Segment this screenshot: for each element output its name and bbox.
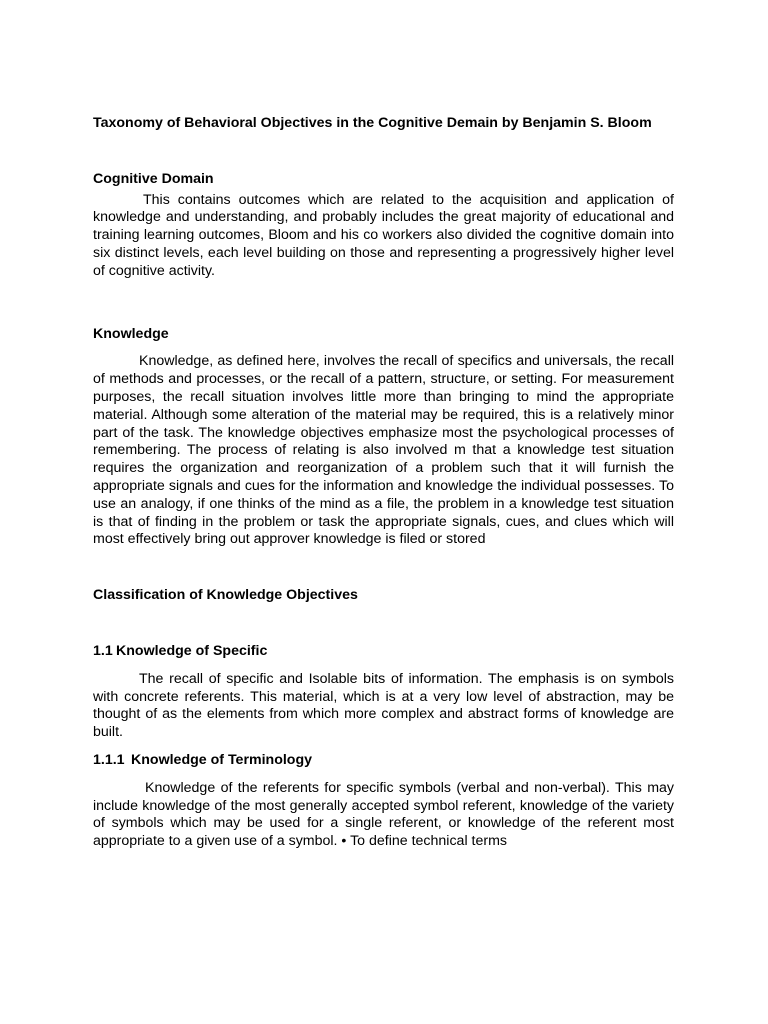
heading-knowledge-of-specific <box>93 643 674 661</box>
section-heading-text: Knowledge of Specific <box>116 642 268 659</box>
document-content <box>93 115 674 851</box>
paragraph-cognitive-domain: This contains outcomes which are related to the acquisition and application of knowledge and understanding, and probably includes the great majority of educational and training learning outcomes, Bloom and his co workers also divided the cognitive domain into six distinct levels, each level building on those and representing a progressively higher level of cognitive activity. <box>93 191 674 279</box>
section-number: 1.1.1 <box>93 751 125 768</box>
section-heading-text: Knowledge of Terminology <box>131 751 313 768</box>
heading-knowledge-of-terminology <box>93 752 674 770</box>
section-number: 1.1 <box>93 642 113 659</box>
heading-classification: Classification of Knowledge Objectives <box>93 587 358 604</box>
document-title: Taxonomy of Behavioral Objectives in the Cognitive Demain by Benjamin S. Bloom <box>93 115 652 131</box>
paragraph-knowledge: Knowledge, as defined here, involves the recall of specifics and universals, the recall of methods and processes, or the recall of a pattern, structure, or setting. For measurement purposes, the recall situation involves little more than bringing to mind the appropriate material. Although some alteration of the material may be required, this is a relatively minor part of the task. The knowledge objectives emphasize most the psychological processes of remembering. The process of relating is also involved m that a knowledge test situation requires the organization and reorganization of a problem such that it will furnish the appropriate signals and cues for the information and knowledge the individual possesses. To use an analogy, if one thinks of the mind as a file, the problem in a knowledge test situation is that of finding in the problem or task the appropriate signals, cues, and clues which will most effectively bring out approver knowledge is filed or stored <box>93 353 674 548</box>
paragraph-knowledge-of-terminology: Knowledge of the referents for specific symbols (verbal and non-verbal). This may include knowledge of the most generally accepted symbol referent, knowledge of the variety of symbols which may be used for a single referent, or knowledge of the referent most appropriate to a given use of a symbol. • To define technical terms <box>93 779 674 850</box>
heading-cognitive-domain: Cognitive Domain <box>93 170 214 187</box>
heading-knowledge: Knowledge <box>93 325 169 342</box>
paragraph-knowledge-of-specific: The recall of specific and Isolable bits of information. The emphasis is on symbols with concrete referents. This material, which is at a very low level of abstraction, may be thought of as the elements from which more complex and abstract forms of knowledge are built. <box>93 670 674 741</box>
